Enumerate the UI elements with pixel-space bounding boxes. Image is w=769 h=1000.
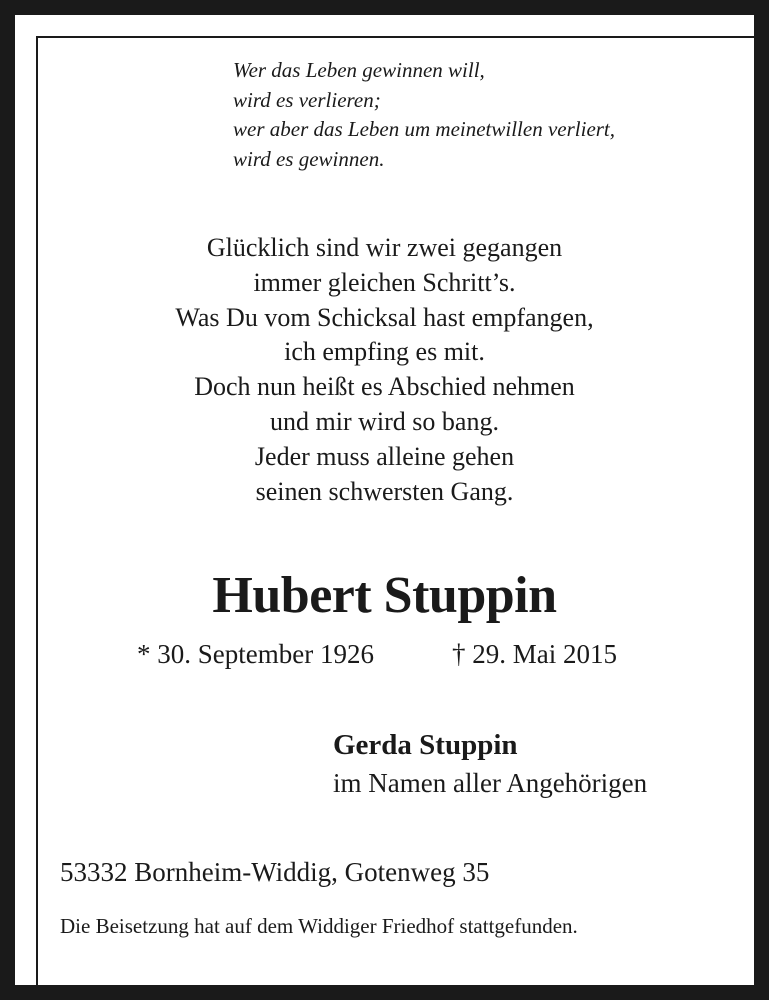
poem-line: Was Du vom Schicksal hast empfangen,	[175, 302, 594, 332]
obituary-inner-border	[36, 36, 763, 994]
poem-line: seinen schwersten Gang.	[255, 476, 514, 506]
quote-line: Wer das Leben gewinnen will,	[233, 58, 485, 82]
poem-line: Doch nun heißt es Abschied nehmen	[194, 372, 575, 402]
deceased-name: Hubert Stuppin	[212, 567, 557, 624]
quote-line: wird es gewinnen.	[233, 146, 385, 171]
family-address: 53332 Bornheim-Widdig, Gotenweg 35	[60, 857, 490, 887]
poem-line: Glücklich sind wir zwei gegangen	[206, 233, 563, 262]
birth-date: * 30. September 1926	[137, 639, 374, 669]
quote-line: wer aber das Leben um meinetwillen verliert,	[233, 117, 616, 141]
signer-subtitle: im Namen aller Angehörigen	[333, 768, 648, 798]
poem-line: und mir wird so bang.	[270, 406, 499, 436]
poem-line: ich empfing es mit.	[284, 337, 485, 367]
poem-line: immer gleichen Schritt’s.	[253, 267, 516, 297]
burial-note: Die Beisetzung hat auf dem Widdiger Friedhof stattgefunden.	[60, 914, 578, 938]
quote-line: wird es verlieren;	[233, 87, 381, 112]
signer-name: Gerda Stuppin	[333, 729, 518, 761]
bible-quote	[233, 56, 615, 174]
memorial-poem	[0, 231, 769, 509]
death-date: † 29. Mai 2015	[452, 639, 617, 669]
poem-line: Jeder muss alleine gehen	[254, 441, 515, 471]
